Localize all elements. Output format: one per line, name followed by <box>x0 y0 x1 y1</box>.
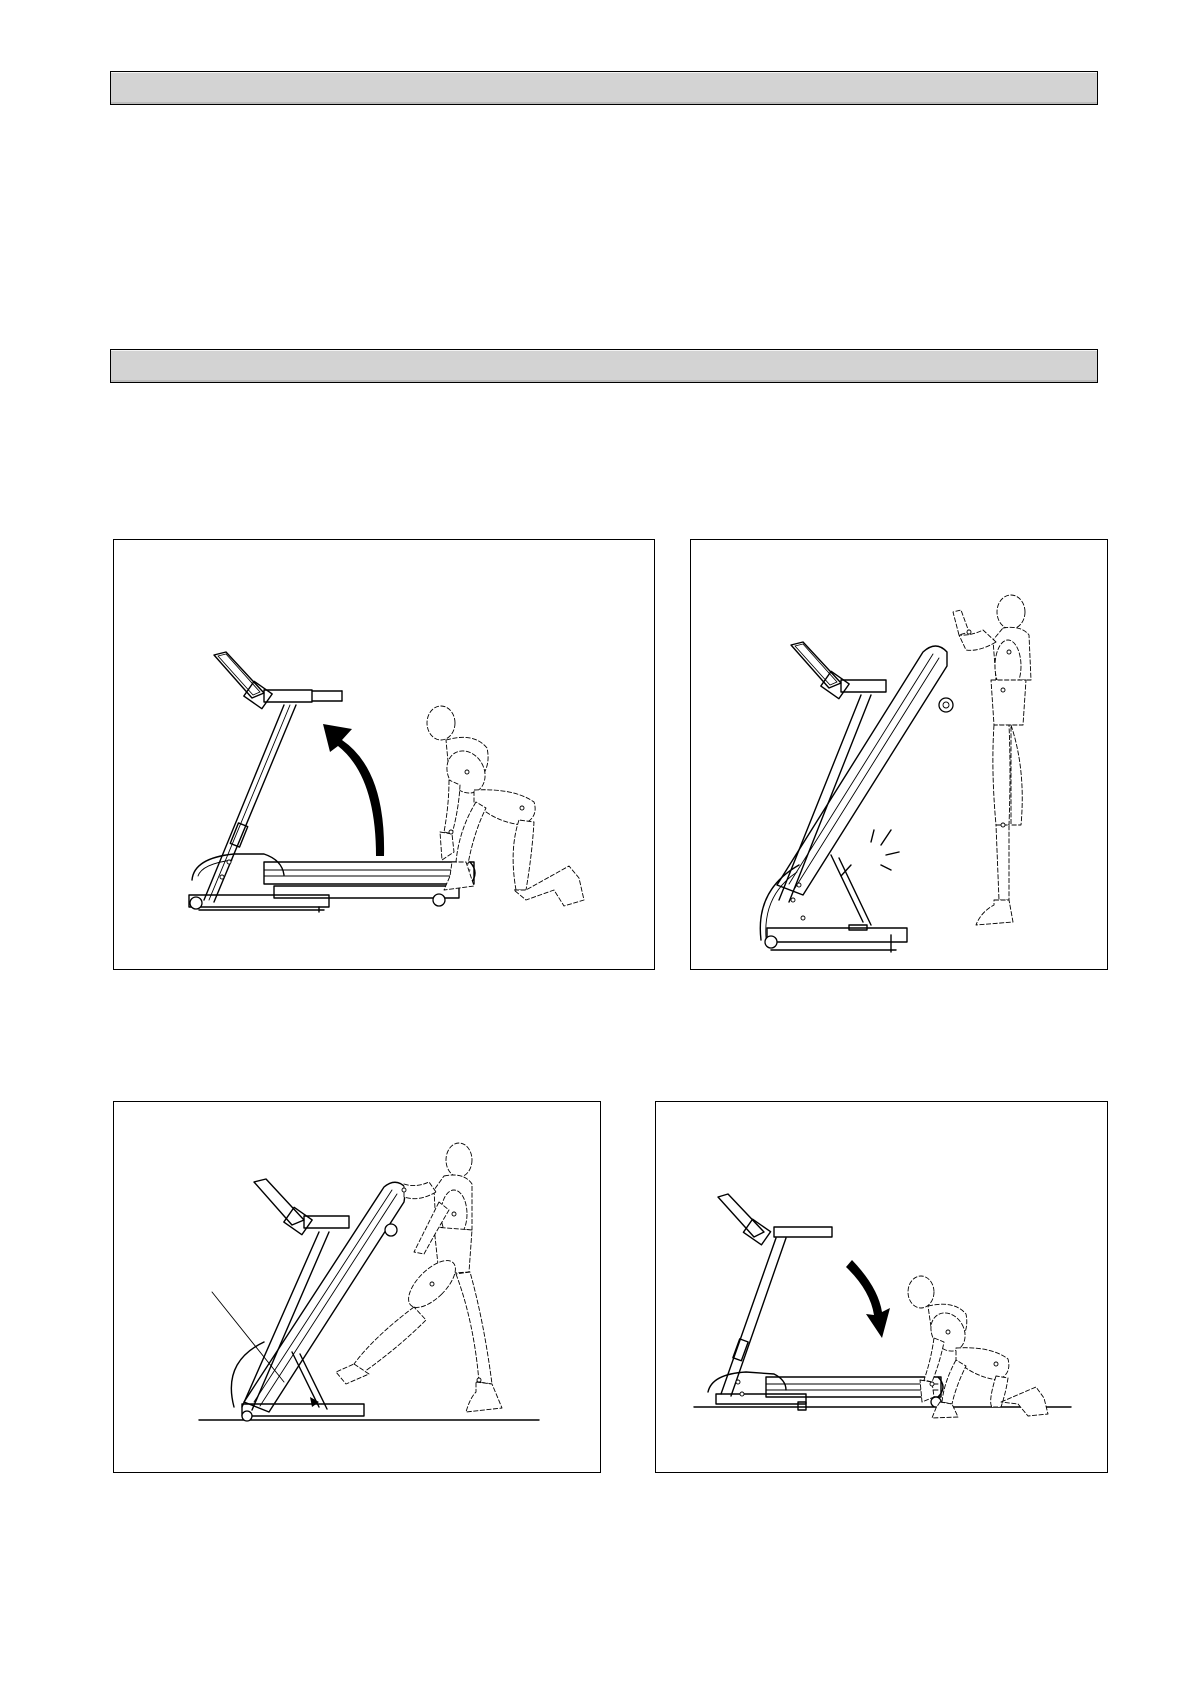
person-kneeling <box>908 1276 1048 1418</box>
arrow-down-icon <box>846 1260 890 1338</box>
figure-panel-lift-deck <box>113 539 655 970</box>
illustration-fold-upright <box>691 540 1109 971</box>
section-header-bar-1 <box>110 71 1098 105</box>
treadmill-deck-folded <box>244 1182 406 1412</box>
treadmill-console <box>718 1194 832 1245</box>
click-sound-icon <box>841 830 899 876</box>
treadmill-base <box>189 854 475 912</box>
person-standing <box>953 595 1031 925</box>
treadmill-console <box>214 652 342 709</box>
treadmill-console <box>791 642 886 699</box>
illustration-release-lock <box>114 1102 602 1474</box>
treadmill-upright <box>760 695 907 952</box>
treadmill-deck-folded <box>777 646 953 895</box>
figure-panel-fold-upright <box>690 539 1108 970</box>
person-stepping <box>336 1143 502 1412</box>
figure-panel-release-lock <box>113 1101 601 1473</box>
person-kneeling <box>427 706 584 906</box>
treadmill-upright <box>204 705 296 902</box>
section-header-bar-2 <box>110 349 1098 383</box>
figure-panel-lower-deck <box>655 1101 1108 1473</box>
illustration-lift-deck <box>114 540 656 971</box>
treadmill-base <box>708 1372 943 1410</box>
arrow-up-icon <box>323 724 384 856</box>
illustration-lower-deck <box>656 1102 1109 1474</box>
treadmill-upright <box>212 1232 364 1421</box>
treadmill-console <box>254 1179 349 1235</box>
